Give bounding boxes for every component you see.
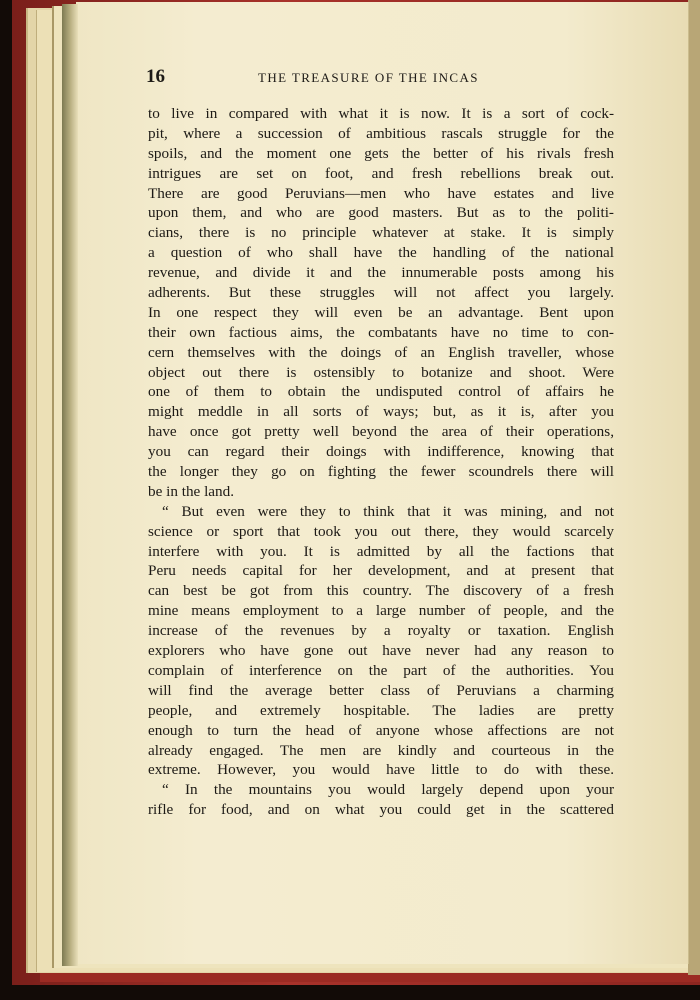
- text-line: can best be got from this country. The discovery of a fresh: [148, 582, 614, 600]
- text-line: “ In the mountains you would largely depend upon your: [162, 781, 614, 799]
- text-line: In one respect they will even be an advantage. Bent upon: [148, 303, 614, 321]
- running-title: THE TREASURE OF THE INCAS: [258, 70, 479, 85]
- facing-page-edge: [688, 0, 700, 975]
- text-line: people, and extremely hospitable. The ladies are pretty: [148, 701, 614, 719]
- text-line: Peru needs capital for her development, and at present that: [148, 562, 614, 580]
- text-line: their own factious aims, the combatants have no time to con-: [148, 323, 614, 341]
- body-text: [148, 104, 614, 820]
- text-line: object out there is ostensibly to botanize and shoot. Were: [148, 363, 614, 381]
- text-line: interfere with you. It is admitted by all the factions that: [148, 542, 614, 560]
- text-line: science or sport that took you out there, they would scarcely: [148, 522, 614, 540]
- text-line: cians, there is no principle whatever at stake. It is simply: [148, 224, 614, 242]
- text-line: intrigues are set on foot, and fresh rebellions break out.: [148, 164, 614, 182]
- text-line: have once got pretty well beyond the area of their operations,: [148, 423, 614, 441]
- text-line: “ But even were they to think that it was mining, and not: [162, 502, 614, 520]
- text-line: mine means employment to a large number of people, and the: [148, 602, 614, 620]
- text-line: pit, where a succession of ambitious rascals struggle for the: [148, 124, 614, 142]
- page-number: 16: [146, 66, 165, 87]
- text-line: revenue, and divide it and the innumerable posts among his: [148, 264, 614, 282]
- text-line: to live in compared with what it is now. It is a sort of cock-: [148, 105, 614, 122]
- text-line: one of them to obtain the undisputed control of affairs he: [148, 383, 614, 401]
- text-line: adherents. But these struggles will not affect you largely.: [148, 284, 614, 302]
- text-line: will find the average better class of Peruvians a charming: [148, 681, 614, 699]
- text-line: explorers who have gone out have never had any reason to: [148, 642, 614, 660]
- text-line: rifle for food, and on what you could get in the scattered: [148, 801, 614, 819]
- text-line: There are good Peruvians—men who have estates and live: [148, 184, 614, 202]
- text-line: complain of interference on the part of the authorities. You: [148, 661, 614, 679]
- text-line: upon them, and who are good masters. But as to the politi-: [148, 204, 614, 222]
- text-line: already engaged. The men are kindly and courteous in the: [148, 741, 614, 759]
- text-line: the longer they go on fighting the fewer scoundrels there will: [148, 463, 614, 481]
- text-line: extreme. However, you would have little to do with these.: [148, 761, 614, 779]
- book-page: [76, 2, 689, 964]
- text-line: you can regard their doings with indifference, knowing that: [148, 443, 614, 461]
- text-line: cern themselves with the doings of an English traveller, whose: [148, 343, 614, 361]
- book-gutter: [62, 4, 78, 966]
- text-line: a question of who shall have the handling of the national: [148, 244, 614, 262]
- text-line: might meddle in all sorts of ways; but, as it is, after you: [148, 403, 614, 421]
- text-line: be in the land.: [148, 482, 235, 500]
- text-line: spoils, and the moment one gets the better of his rivals fresh: [148, 144, 614, 162]
- running-head: [146, 62, 616, 92]
- text-line: increase of the revenues by a royalty or taxation. English: [148, 622, 614, 640]
- text-line: enough to turn the head of anyone whose affections are not: [148, 721, 614, 739]
